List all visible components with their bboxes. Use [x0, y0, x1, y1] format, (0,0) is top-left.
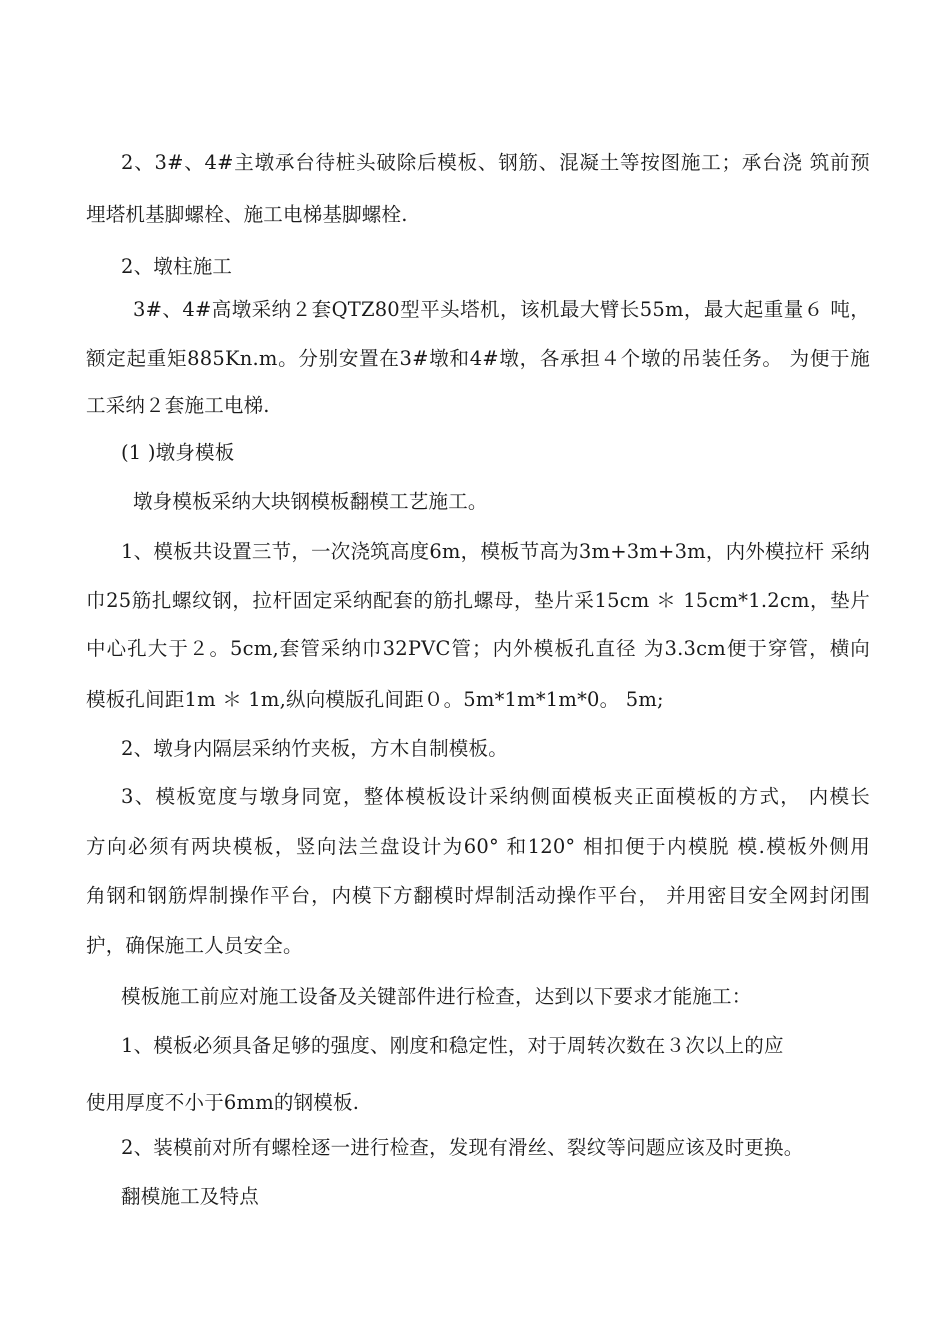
paragraph-line-13: 2、墩身内隔层采纳竹夹板，方木自制模板。 — [121, 737, 508, 760]
paragraph-line-6: 工采纳２套施工电梯. — [86, 394, 270, 417]
paragraph-line-11: 中心孔大于２。5cm,套管采纳巾32PVC管；内外模板孔直径 为3.3cm便于穿管，横向 — [86, 637, 870, 660]
paragraph-line-17: 护，确保施工人员安全。 — [86, 934, 303, 957]
paragraph-line-9: 1、模板共设置三节，一次浇筑高度6m，模板节高为3m+3m+3m，内外模拉杆 采纳 — [121, 540, 870, 563]
paragraph-line-14: 3、模板宽度与墩身同宽，整体模板设计采纳侧面模板夹正面模板的方式， 内模长 — [121, 785, 870, 808]
paragraph-line-19: 1、模板必须具备足够的强度、刚度和稳定性，对于周转次数在３次以上的应 — [121, 1034, 784, 1057]
paragraph-line-15: 方向必须有两块模板，竖向法兰盘设计为60° 和120° 相扣便于内模脱 模.模板外侧用 — [86, 835, 870, 858]
paragraph-line-4: 3#、4#高墩采纳２套QTZ80型平头塔机，该机最大臂长55m，最大起重量６ 吨， — [133, 298, 870, 321]
paragraph-line-18: 模板施工前应对施工设备及关键部件进行检查，达到以下要求才能施工： — [121, 985, 752, 1008]
paragraph-line-20: 使用厚度不小于6mm的钢模板. — [86, 1091, 360, 1114]
paragraph-line-5: 额定起重矩885Kn.m。分别安置在3#墩和4#墩，各承担４个墩的吊装任务。 为便于施 — [86, 347, 870, 370]
paragraph-line-8: 墩身模板采纳大块钢模板翻模工艺施工。 — [133, 490, 488, 513]
paragraph-line-21: 2、装模前对所有螺栓逐一进行检查，发现有滑丝、裂纹等问题应该及时更换。 — [121, 1136, 804, 1159]
subsection-heading-pier-formwork: (1 )墩身模板 — [121, 441, 235, 464]
paragraph-line-12: 模板孔间距1m ＊ 1m,纵向模版孔间距０。5m*1m*1m*0。 5m; — [86, 688, 664, 711]
section-heading-pier-column: 2、墩柱施工 — [121, 255, 233, 278]
paragraph-line-10: 巾25筋扎螺纹钢，拉杆固定采纳配套的筋扎螺母，垫片采15cm ＊ 15cm*1.2cm，垫片 — [86, 589, 870, 612]
paragraph-line-2: 埋塔机基脚螺栓、施工电梯基脚螺栓. — [86, 203, 408, 226]
section-heading-climbing-formwork: 翻模施工及特点 — [121, 1185, 259, 1208]
paragraph-line-16: 角钢和钢筋焊制操作平台，内模下方翻模时焊制活动操作平台， 并用密目安全网封闭围 — [86, 884, 870, 907]
paragraph-line-1: 2、3#、4#主墩承台待桩头破除后模板、钢筋、混凝土等按图施工；承台浇 筑前预 — [121, 151, 870, 174]
